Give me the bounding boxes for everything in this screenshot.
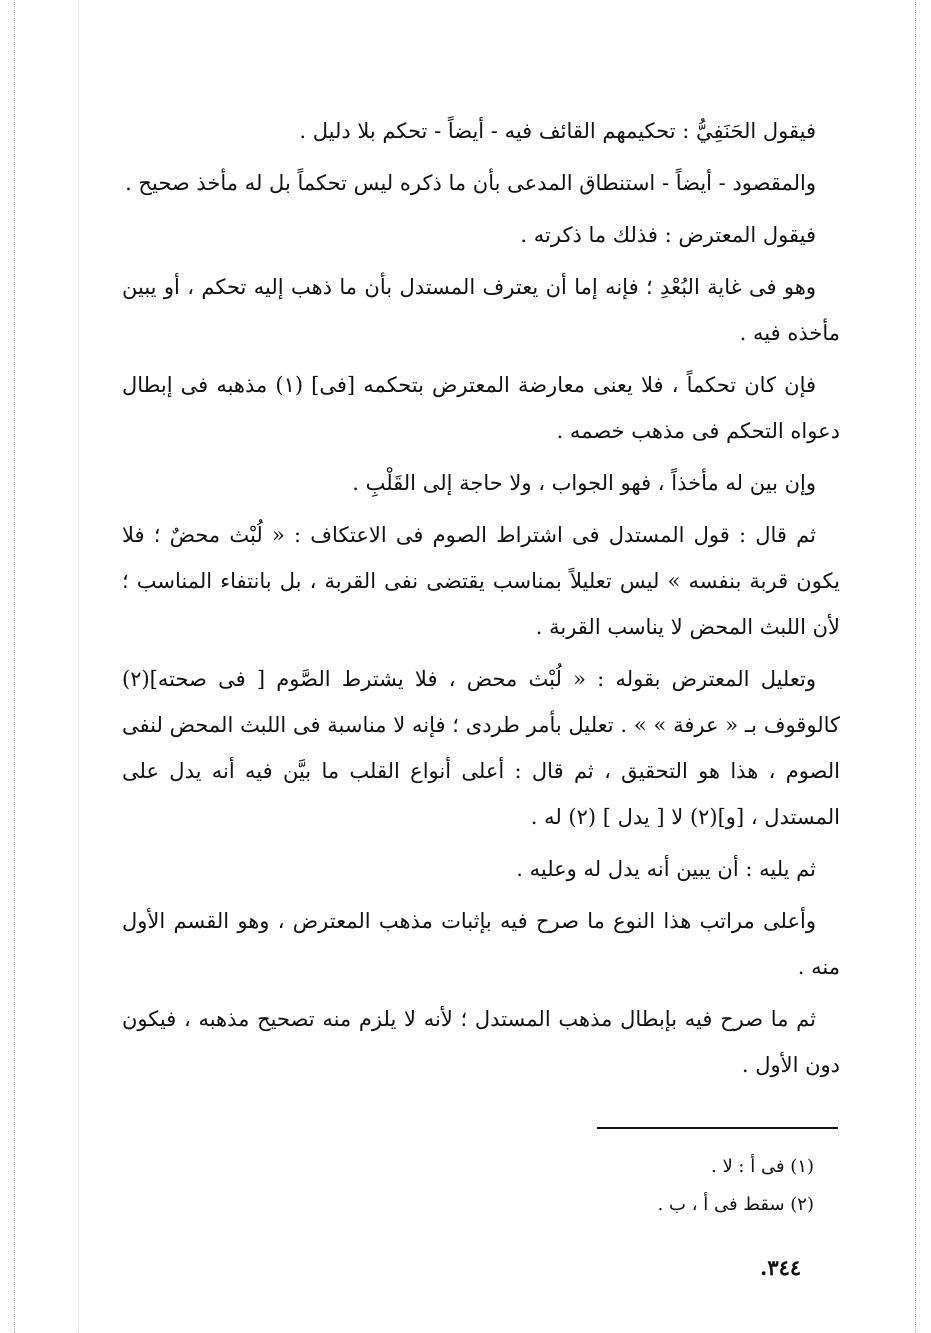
footnote-2: (٢) سقط فى أ ، ب . xyxy=(657,1194,814,1215)
paragraph-6: وإن بين له مأخذاً ، فهو الجواب ، ولا حاجة إلى القَلْبِ . xyxy=(352,471,816,495)
right-margin-dotted-line xyxy=(915,0,916,1333)
left-margin-dotted-line xyxy=(14,0,15,1333)
footnote-separator-rule xyxy=(597,1127,838,1129)
paragraph-2: والمقصود - أيضاً - استنطاق المدعى بأن ما ذكره ليس تحكماً بل له مأخذ صحيح . xyxy=(125,171,816,195)
paragraph-5: فإن كان تحكماً ، فلا يعنى معارضة المعترض بتحكمه [فى] (١) مذهبه فى إبطال دعواه التحكم فى مذهب خصمه . xyxy=(122,373,840,443)
paragraph-1: فيقول الحَنَفِيُّ : تحكيمهم القائف فيه - أيضاً - تحكم بلا دليل . xyxy=(299,119,816,143)
paragraph-3: فيقول المعترض : فذلك ما ذكرته . xyxy=(520,223,816,247)
paragraph-7: ثم قال : قول المستدل فى اشتراط الصوم فى الاعتكاف : « لُبْث محضٌ ؛ فلا يكون قربة بنفسه » ليس تعليلاً بمناسب يقتضى نفى القربة ، بل بانتفاء المناسب ؛ لأن اللبث المحض لا يناسب القربة . xyxy=(122,523,840,639)
paragraph-9: ثم يليه : أن يبين أنه يدل له وعليه . xyxy=(516,857,816,881)
footnotes xyxy=(500,1148,814,1224)
left-inner-dotted-line xyxy=(78,0,79,1333)
page-number: ٣٤٤. xyxy=(760,1255,802,1280)
paragraph-11: ثم ما صرح فيه بإبطال مذهب المستدل ؛ لأنه لا يلزم منه تصحيح مذهبه ، فيكون دون الأول . xyxy=(122,1007,840,1077)
paragraph-4: وهو فى غاية البُعْدِ ؛ فإنه إما أن يعترف المستدل بأن ما ذهب إليه تحكم ، أو يبين مأخذه فيه . xyxy=(122,275,840,345)
footnote-1: (١) فى أ : لا . xyxy=(711,1156,814,1177)
page-body xyxy=(122,108,840,1094)
paragraph-8: وتعليل المعترض بقوله : « لُبْث محض ، فلا يشترط الصَّوم [ فى صحته](٢) كالوقوف بـ « عرفة » » . تعليل بأمر طردى ؛ فإنه لا مناسبة فى اللبث المحض لنفى الصوم ، هذا هو التحقيق ، ثم قال : أعلى أنواع القلب ما بيَّن فيه أنه يدل على المستدل ، [و](٢) لا [ يدل ] (٢) له . xyxy=(122,667,840,829)
paragraph-10: وأعلى مراتب هذا النوع ما صرح فيه بإثبات مذهب المعترض ، وهو القسم الأول منه . xyxy=(122,909,840,979)
